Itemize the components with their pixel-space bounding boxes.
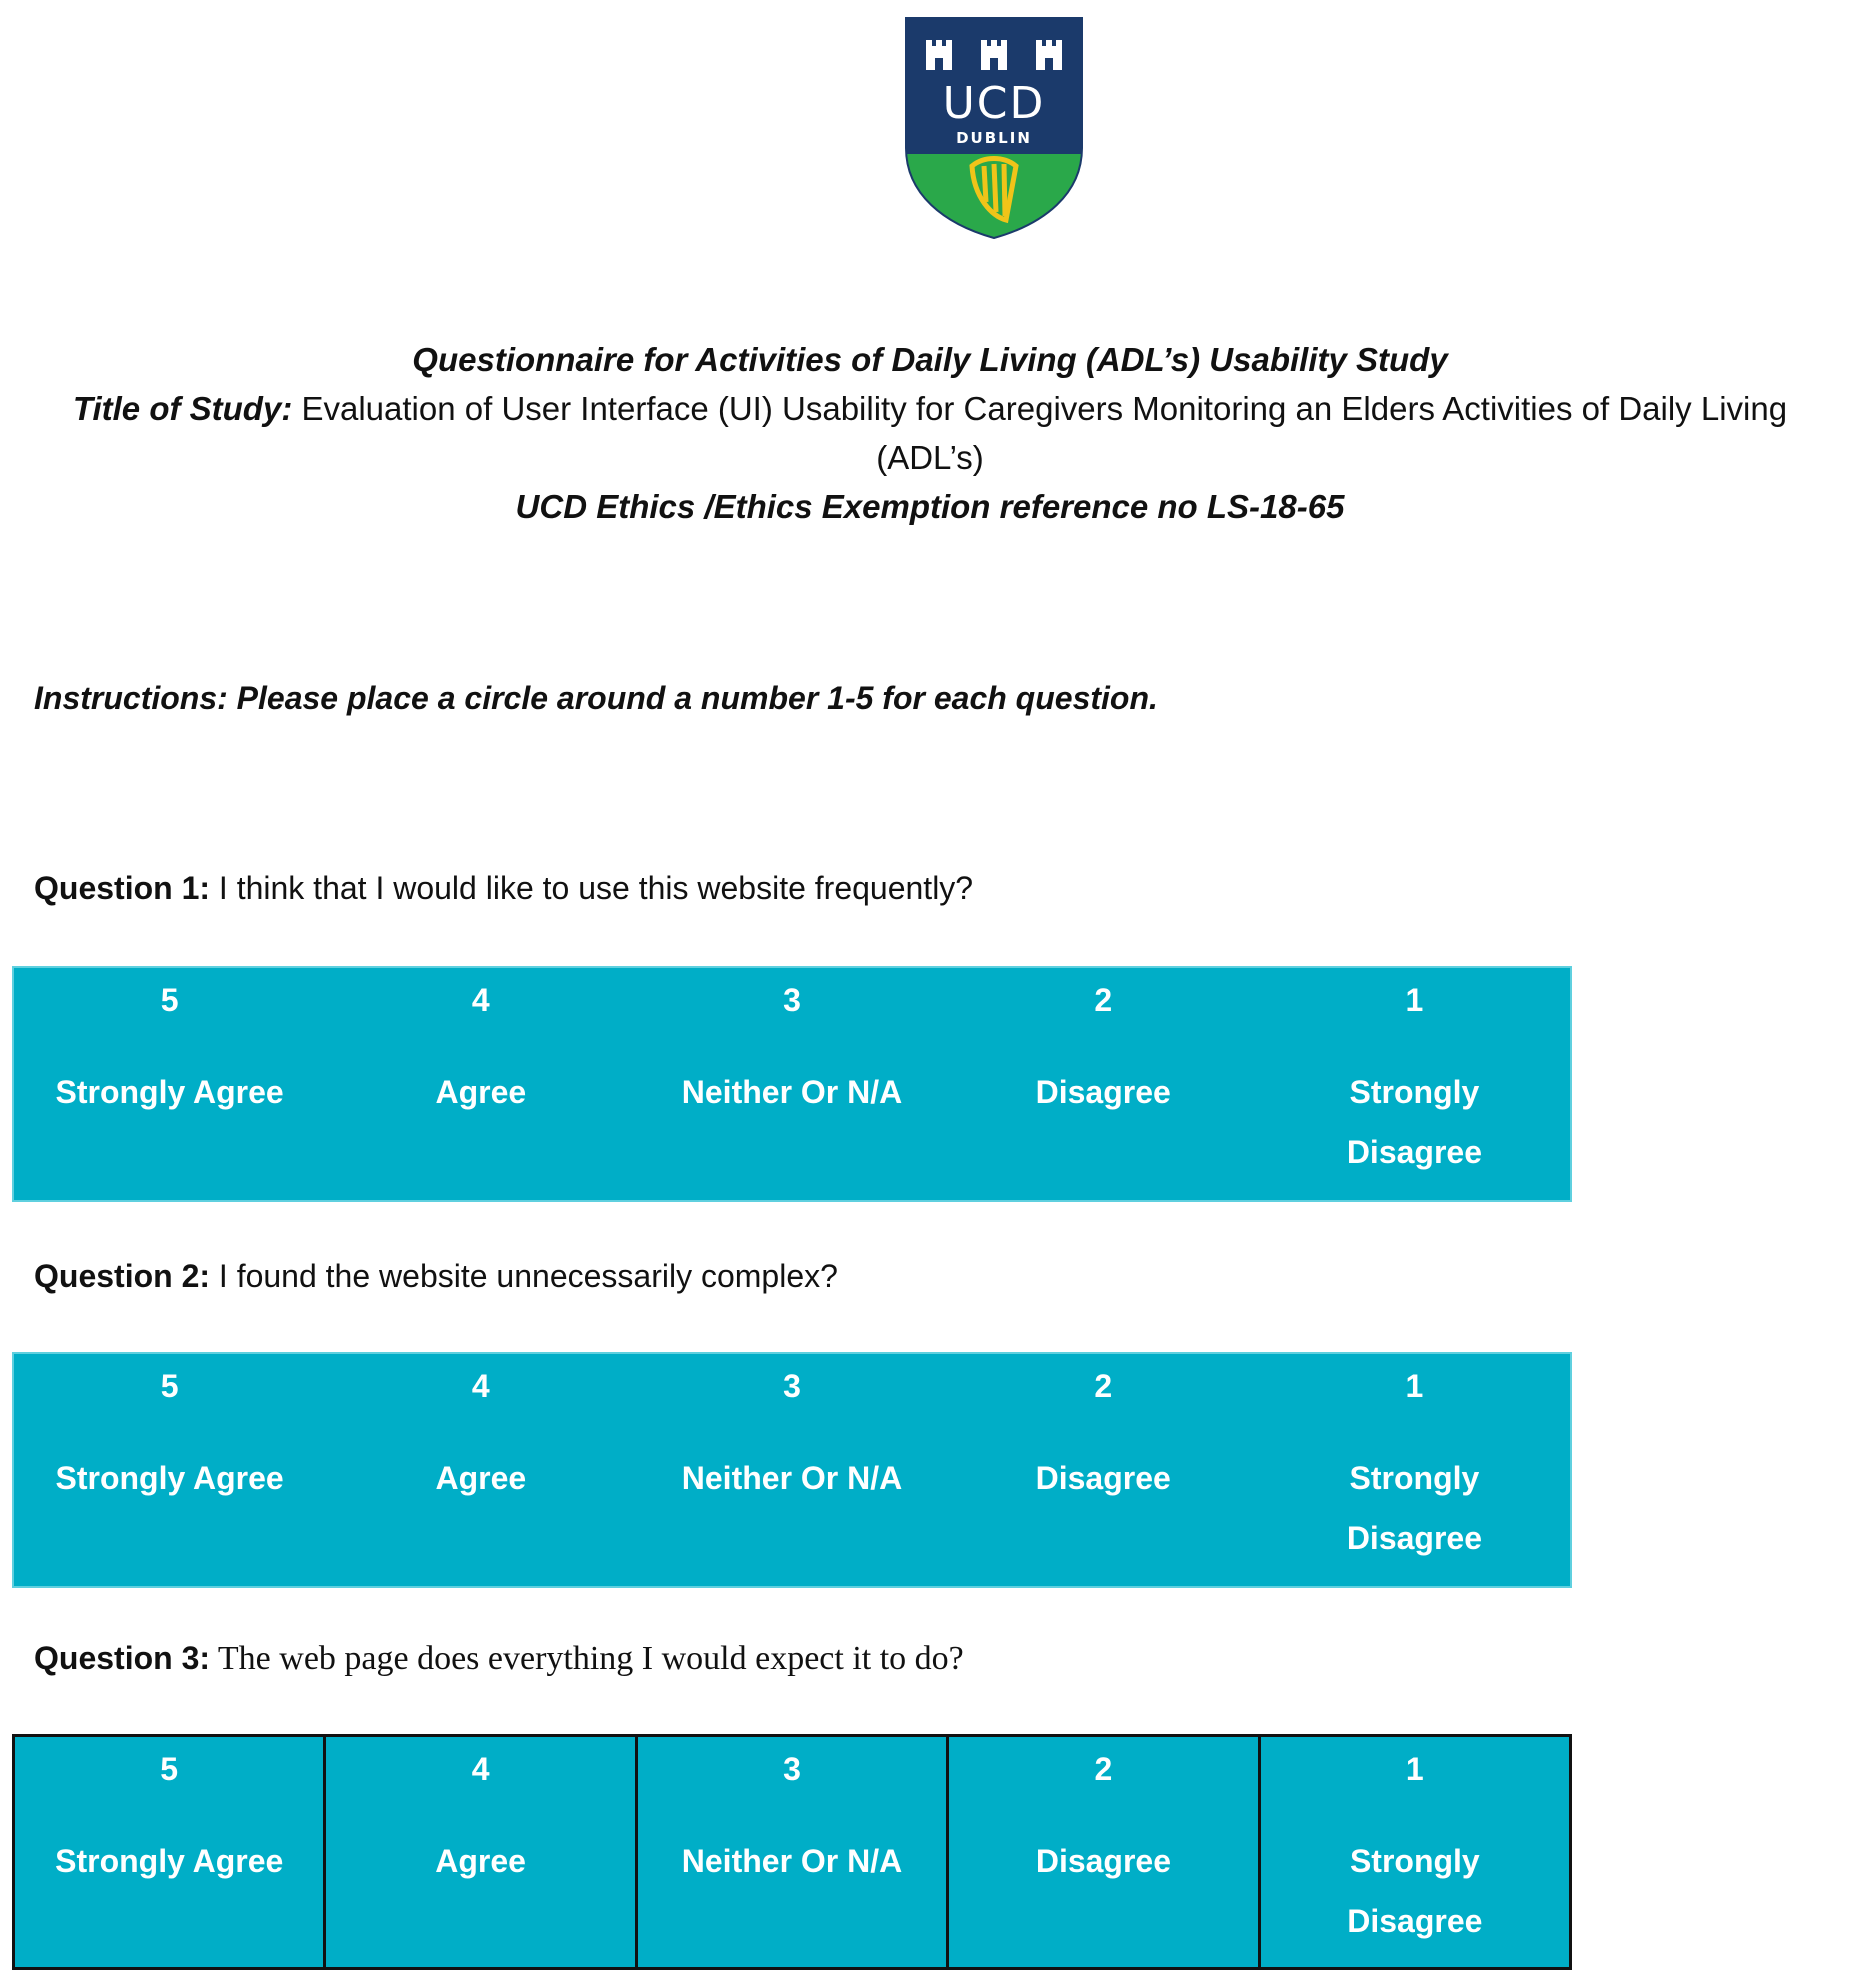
rating-option-4[interactable] (325, 1354, 636, 1586)
rating-number: 5 (160, 982, 179, 1018)
question-label: Question 1: (34, 870, 211, 906)
rating-label: Strongly Disagree (1346, 1074, 1482, 1170)
rating-label: Strongly Agree (55, 1074, 284, 1110)
rating-option-3[interactable] (636, 968, 947, 1200)
rating-number: 1 (1405, 982, 1424, 1018)
rating-option-3[interactable] (638, 1737, 949, 1967)
rating-label: Strongly Agree (55, 1843, 284, 1879)
rating-number: 4 (471, 982, 490, 1018)
question-2 (34, 1258, 838, 1295)
document-header (30, 335, 1830, 531)
rating-number: 4 (471, 1751, 490, 1787)
rating-option-1[interactable] (1259, 1354, 1570, 1586)
question-text: I think that I would like to use this website frequently? (210, 870, 974, 906)
question-label: Question 3: (34, 1640, 211, 1676)
rating-number: 3 (783, 982, 801, 1018)
rating-label: Strongly Agree (55, 1460, 284, 1496)
rating-number: 2 (1094, 982, 1113, 1018)
rating-scale-q1 (12, 966, 1572, 1202)
question-text: The web page does everything I would expect it to do? (210, 1640, 964, 1677)
rating-number: 1 (1405, 1751, 1424, 1787)
rating-option-4[interactable] (325, 968, 636, 1200)
rating-label: Disagree (1035, 1460, 1171, 1496)
rating-label: Neither Or N/A (681, 1843, 903, 1879)
rating-option-2[interactable] (948, 968, 1259, 1200)
rating-label: Strongly Disagree (1346, 1460, 1482, 1556)
logo-text-ucd: UCD (942, 78, 1046, 129)
ethics-reference: UCD Ethics /Ethics Exemption reference no LS-18-65 (515, 488, 1345, 525)
rating-number: 4 (471, 1368, 490, 1404)
study-title-text: Evaluation of User Interface (UI) Usability for Caregivers Monitoring an Elders Activities of Daily Living (ADL’s) (292, 390, 1788, 476)
rating-scale-q2 (12, 1352, 1572, 1588)
rating-label: Neither Or N/A (681, 1460, 903, 1496)
rating-label: Disagree (1035, 1074, 1171, 1110)
rating-option-5[interactable] (14, 1354, 325, 1586)
rating-label: Agree (435, 1460, 527, 1496)
rating-number: 3 (783, 1368, 801, 1404)
question-1 (34, 870, 973, 907)
ucd-logo (904, 16, 1084, 240)
document-title: Questionnaire for Activities of Daily Living (ADL’s) Usability Study (412, 341, 1448, 378)
rating-option-5[interactable] (15, 1737, 326, 1967)
rating-option-1[interactable] (1259, 968, 1570, 1200)
rating-number: 3 (783, 1751, 801, 1787)
rating-label: Strongly Disagree (1347, 1843, 1483, 1939)
rating-option-1[interactable] (1261, 1737, 1569, 1967)
rating-scale-q3 (12, 1734, 1572, 1970)
question-label: Question 2: (34, 1258, 211, 1294)
rating-option-4[interactable] (326, 1737, 637, 1967)
rating-option-5[interactable] (14, 968, 325, 1200)
rating-option-2[interactable] (948, 1354, 1259, 1586)
rating-number: 5 (160, 1368, 179, 1404)
logo-text-dublin: DUBLIN (956, 129, 1032, 147)
rating-number: 1 (1405, 1368, 1424, 1404)
rating-number: 2 (1094, 1368, 1113, 1404)
rating-option-2[interactable] (949, 1737, 1260, 1967)
rating-label: Agree (435, 1843, 526, 1879)
study-title-line (30, 384, 1830, 482)
rating-option-3[interactable] (636, 1354, 947, 1586)
rating-number: 5 (160, 1751, 179, 1787)
study-title-label: Title of Study: (72, 390, 293, 427)
question-text: I found the website unnecessarily complex? (210, 1258, 838, 1294)
rating-label: Neither Or N/A (681, 1074, 903, 1110)
rating-number: 2 (1094, 1751, 1113, 1787)
question-3 (34, 1640, 964, 1678)
instructions: Instructions: Please place a circle around a number 1-5 for each question. (34, 680, 1158, 716)
rating-label: Disagree (1035, 1843, 1172, 1879)
rating-label: Agree (435, 1074, 527, 1110)
